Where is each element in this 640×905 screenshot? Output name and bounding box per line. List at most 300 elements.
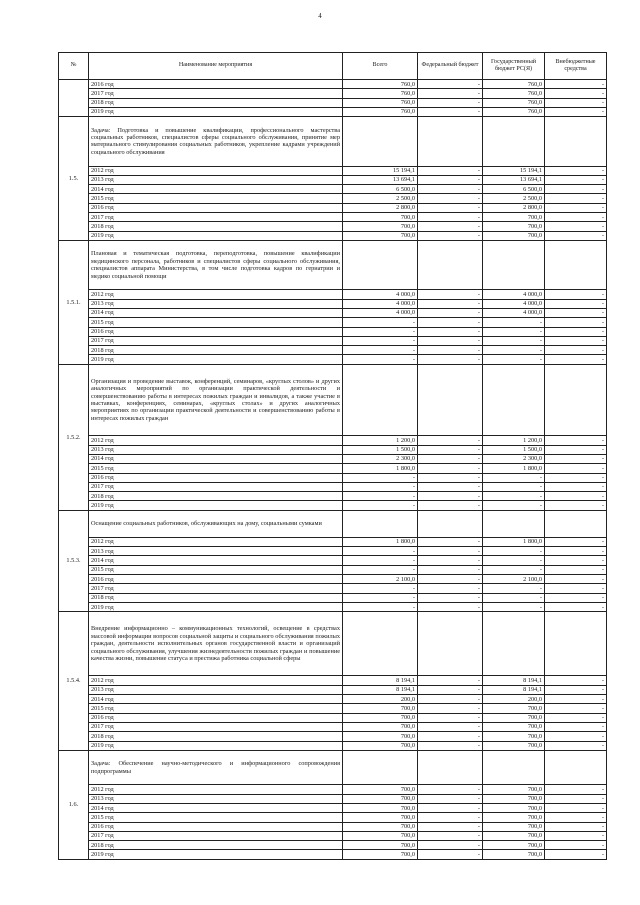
- year-label: 2014 год: [89, 556, 343, 565]
- extrabudgetary-value: -: [545, 695, 607, 704]
- empty-cell: [343, 117, 418, 166]
- year-label: 2019 год: [89, 355, 343, 364]
- table-body: [59, 80, 607, 860]
- total-value: -: [343, 346, 418, 355]
- year-label: 2014 год: [89, 185, 343, 194]
- federal-value: -: [418, 473, 483, 482]
- year-label: 2016 год: [89, 473, 343, 482]
- empty-cell: [418, 612, 483, 676]
- year-row: [59, 685, 607, 694]
- total-value: 700,0: [343, 850, 418, 859]
- year-row: [59, 222, 607, 231]
- year-row: [59, 602, 607, 611]
- regional-value: 2 500,0: [483, 194, 545, 203]
- extrabudgetary-value: -: [545, 98, 607, 107]
- federal-value: -: [418, 482, 483, 491]
- year-label: 2013 год: [89, 547, 343, 556]
- total-value: 4 000,0: [343, 299, 418, 308]
- year-label: 2016 год: [89, 203, 343, 212]
- year-label: 2018 год: [89, 593, 343, 602]
- regional-value: -: [483, 482, 545, 491]
- extrabudgetary-value: -: [545, 194, 607, 203]
- regional-value: 700,0: [483, 850, 545, 859]
- section-number: [59, 80, 89, 117]
- federal-value: -: [418, 537, 483, 546]
- total-value: 2 300,0: [343, 454, 418, 463]
- year-label: 2012 год: [89, 290, 343, 299]
- extrabudgetary-value: -: [545, 290, 607, 299]
- year-label: 2018 год: [89, 98, 343, 107]
- federal-value: -: [418, 308, 483, 317]
- regional-value: 700,0: [483, 231, 545, 240]
- year-row: [59, 575, 607, 584]
- activity-description: Оснащение социальных работников, обслуживающих на дому, социальными сумками: [89, 510, 343, 537]
- federal-value: -: [418, 436, 483, 445]
- task-row: [59, 750, 607, 785]
- year-label: 2015 год: [89, 813, 343, 822]
- total-value: 700,0: [343, 231, 418, 240]
- budget-table: [58, 52, 607, 860]
- federal-value: -: [418, 602, 483, 611]
- year-label: 2018 год: [89, 346, 343, 355]
- federal-value: -: [418, 850, 483, 859]
- total-value: 760,0: [343, 80, 418, 89]
- year-row: [59, 346, 607, 355]
- regional-value: -: [483, 565, 545, 574]
- total-value: 2 800,0: [343, 203, 418, 212]
- regional-value: 2 800,0: [483, 203, 545, 212]
- extrabudgetary-value: -: [545, 222, 607, 231]
- total-value: 700,0: [343, 732, 418, 741]
- total-value: 700,0: [343, 722, 418, 731]
- total-value: 700,0: [343, 785, 418, 794]
- extrabudgetary-value: -: [545, 464, 607, 473]
- extrabudgetary-value: -: [545, 537, 607, 546]
- year-label: 2017 год: [89, 482, 343, 491]
- year-row: [59, 794, 607, 803]
- budget-table-container: [58, 52, 607, 860]
- year-label: 2013 год: [89, 794, 343, 803]
- regional-value: 700,0: [483, 222, 545, 231]
- year-label: 2018 год: [89, 732, 343, 741]
- regional-value: -: [483, 346, 545, 355]
- total-value: 700,0: [343, 222, 418, 231]
- page-number: 4: [318, 12, 322, 20]
- extrabudgetary-value: -: [545, 327, 607, 336]
- year-label: 2016 год: [89, 327, 343, 336]
- year-label: 2013 год: [89, 445, 343, 454]
- total-value: 700,0: [343, 822, 418, 831]
- year-label: 2014 год: [89, 454, 343, 463]
- regional-value: 700,0: [483, 741, 545, 750]
- total-value: -: [343, 482, 418, 491]
- extrabudgetary-value: -: [545, 794, 607, 803]
- section-number: 1.5.: [59, 117, 89, 241]
- federal-value: -: [418, 685, 483, 694]
- header-total: Всего: [343, 53, 418, 80]
- regional-value: 700,0: [483, 732, 545, 741]
- year-label: 2017 год: [89, 722, 343, 731]
- header-number: №: [59, 53, 89, 80]
- federal-value: -: [418, 222, 483, 231]
- empty-cell: [343, 510, 418, 537]
- extrabudgetary-value: -: [545, 722, 607, 731]
- extrabudgetary-value: -: [545, 454, 607, 463]
- extrabudgetary-value: -: [545, 492, 607, 501]
- regional-value: -: [483, 547, 545, 556]
- extrabudgetary-value: -: [545, 175, 607, 184]
- total-value: 4 000,0: [343, 308, 418, 317]
- year-row: [59, 593, 607, 602]
- year-row: [59, 80, 607, 89]
- federal-value: -: [418, 290, 483, 299]
- regional-value: 4 000,0: [483, 299, 545, 308]
- regional-value: 1 800,0: [483, 464, 545, 473]
- activity-description: Задача: Обеспечение научно-методического и информационного сопровождения подпрограммы: [89, 750, 343, 785]
- federal-value: -: [418, 593, 483, 602]
- total-value: 8 194,1: [343, 685, 418, 694]
- header-extrabudgetary: Внебюджетные средства: [545, 53, 607, 80]
- total-value: 700,0: [343, 831, 418, 840]
- year-row: [59, 318, 607, 327]
- federal-value: -: [418, 89, 483, 98]
- year-row: [59, 98, 607, 107]
- regional-value: 700,0: [483, 831, 545, 840]
- year-row: [59, 704, 607, 713]
- total-value: 760,0: [343, 98, 418, 107]
- extrabudgetary-value: -: [545, 575, 607, 584]
- total-value: 4 000,0: [343, 290, 418, 299]
- year-row: [59, 473, 607, 482]
- extrabudgetary-value: -: [545, 804, 607, 813]
- empty-cell: [418, 510, 483, 537]
- regional-value: 4 000,0: [483, 290, 545, 299]
- extrabudgetary-value: -: [545, 602, 607, 611]
- regional-value: 700,0: [483, 813, 545, 822]
- total-value: -: [343, 473, 418, 482]
- year-label: 2015 год: [89, 704, 343, 713]
- header-activity-name: Наименование мероприятия: [89, 53, 343, 80]
- year-label: 2017 год: [89, 213, 343, 222]
- federal-value: -: [418, 107, 483, 116]
- year-label: 2015 год: [89, 194, 343, 203]
- regional-value: 2 300,0: [483, 454, 545, 463]
- empty-cell: [343, 750, 418, 785]
- year-label: 2013 год: [89, 299, 343, 308]
- extrabudgetary-value: -: [545, 308, 607, 317]
- year-row: [59, 89, 607, 98]
- regional-value: -: [483, 602, 545, 611]
- section-number: 1.5.1.: [59, 240, 89, 364]
- extrabudgetary-value: -: [545, 813, 607, 822]
- year-row: [59, 436, 607, 445]
- extrabudgetary-value: -: [545, 704, 607, 713]
- extrabudgetary-value: -: [545, 501, 607, 510]
- total-value: 15 194,1: [343, 166, 418, 175]
- regional-value: 1 800,0: [483, 537, 545, 546]
- task-row: [59, 240, 607, 289]
- year-label: 2016 год: [89, 713, 343, 722]
- extrabudgetary-value: -: [545, 299, 607, 308]
- year-label: 2018 год: [89, 222, 343, 231]
- regional-value: 700,0: [483, 722, 545, 731]
- activity-description: Плановая и тематическая подготовка, переподготовка, повышение квалификации медицинского персонала, работников и специалистов сферы социального обслуживания, специалистов аппарата Министерства, в том числе подготовка кадров по гериатрии и медико социальной помощи: [89, 240, 343, 289]
- regional-value: 200,0: [483, 695, 545, 704]
- year-row: [59, 501, 607, 510]
- year-row: [59, 492, 607, 501]
- federal-value: -: [418, 355, 483, 364]
- year-row: [59, 355, 607, 364]
- year-row: [59, 482, 607, 491]
- regional-value: 760,0: [483, 80, 545, 89]
- regional-value: 700,0: [483, 713, 545, 722]
- federal-value: -: [418, 213, 483, 222]
- federal-value: -: [418, 318, 483, 327]
- year-row: [59, 203, 607, 212]
- year-label: 2015 год: [89, 464, 343, 473]
- regional-value: 700,0: [483, 785, 545, 794]
- year-label: 2012 год: [89, 166, 343, 175]
- activity-description: Внедрение информационно – коммуникационных технологий, освещение в средствах массовой информации вопросов социальной защиты и социального обслуживания пожилых граждан, деятельности исполнительных органов государственной власти и организаций социального обслуживания, улучшения жизнедеятельности пожилых граждан и повышение качества жизни, повышение статуса и престижа работника социальной сферы: [89, 612, 343, 676]
- year-row: [59, 676, 607, 685]
- extrabudgetary-value: -: [545, 676, 607, 685]
- federal-value: -: [418, 732, 483, 741]
- year-label: 2017 год: [89, 831, 343, 840]
- extrabudgetary-value: -: [545, 547, 607, 556]
- total-value: -: [343, 602, 418, 611]
- year-row: [59, 732, 607, 741]
- total-value: -: [343, 327, 418, 336]
- federal-value: -: [418, 445, 483, 454]
- regional-value: 760,0: [483, 107, 545, 116]
- extrabudgetary-value: -: [545, 445, 607, 454]
- federal-value: -: [418, 203, 483, 212]
- federal-value: -: [418, 704, 483, 713]
- federal-value: -: [418, 565, 483, 574]
- extrabudgetary-value: -: [545, 850, 607, 859]
- year-row: [59, 308, 607, 317]
- year-row: [59, 804, 607, 813]
- total-value: 2 500,0: [343, 194, 418, 203]
- year-label: 2014 год: [89, 308, 343, 317]
- federal-value: -: [418, 794, 483, 803]
- section-number: 1.6.: [59, 750, 89, 859]
- year-label: 2018 год: [89, 492, 343, 501]
- total-value: 700,0: [343, 813, 418, 822]
- regional-value: -: [483, 336, 545, 345]
- year-label: 2019 год: [89, 602, 343, 611]
- federal-value: -: [418, 185, 483, 194]
- extrabudgetary-value: -: [545, 841, 607, 850]
- total-value: 700,0: [343, 713, 418, 722]
- regional-value: 700,0: [483, 704, 545, 713]
- total-value: -: [343, 565, 418, 574]
- extrabudgetary-value: -: [545, 565, 607, 574]
- header-federal-budget: Федеральный бюджет: [418, 53, 483, 80]
- regional-value: -: [483, 473, 545, 482]
- federal-value: -: [418, 492, 483, 501]
- section-number: 1.5.2.: [59, 364, 89, 510]
- federal-value: -: [418, 804, 483, 813]
- year-label: 2015 год: [89, 318, 343, 327]
- year-row: [59, 464, 607, 473]
- year-row: [59, 713, 607, 722]
- year-row: [59, 565, 607, 574]
- year-row: [59, 695, 607, 704]
- total-value: 700,0: [343, 741, 418, 750]
- regional-value: -: [483, 584, 545, 593]
- activity-description: Организация и проведение выставок, конференций, семинаров, «круглых столов» и других аналогичных мероприятий по организации практической деятельности и совершенствованию работы в интересах пожилых граждан и инвалидов, а также участие в выставках, конференциях, семинарах, «круглых столах» и других аналогичных мероприятиях по организации практической деятельности и совершенствованию работы в интересах пожилых граждан: [89, 364, 343, 436]
- year-label: 2013 год: [89, 685, 343, 694]
- year-row: [59, 299, 607, 308]
- task-row: [59, 364, 607, 436]
- regional-value: 1 500,0: [483, 445, 545, 454]
- header-regional-budget: Государственный бюджет РС(Я): [483, 53, 545, 80]
- year-row: [59, 785, 607, 794]
- year-row: [59, 850, 607, 859]
- extrabudgetary-value: -: [545, 732, 607, 741]
- regional-value: 1 200,0: [483, 436, 545, 445]
- year-label: 2015 год: [89, 565, 343, 574]
- year-row: [59, 454, 607, 463]
- federal-value: -: [418, 175, 483, 184]
- empty-cell: [545, 612, 607, 676]
- federal-value: -: [418, 575, 483, 584]
- total-value: 700,0: [343, 213, 418, 222]
- empty-cell: [343, 240, 418, 289]
- regional-value: -: [483, 318, 545, 327]
- federal-value: -: [418, 98, 483, 107]
- empty-cell: [343, 364, 418, 436]
- year-label: 2017 год: [89, 336, 343, 345]
- total-value: -: [343, 492, 418, 501]
- year-row: [59, 822, 607, 831]
- section-number: 1.5.3.: [59, 510, 89, 612]
- empty-cell: [418, 117, 483, 166]
- federal-value: -: [418, 841, 483, 850]
- empty-cell: [545, 364, 607, 436]
- federal-value: -: [418, 327, 483, 336]
- year-row: [59, 556, 607, 565]
- extrabudgetary-value: -: [545, 346, 607, 355]
- total-value: 200,0: [343, 695, 418, 704]
- empty-cell: [343, 612, 418, 676]
- total-value: -: [343, 355, 418, 364]
- total-value: 700,0: [343, 794, 418, 803]
- empty-cell: [483, 510, 545, 537]
- regional-value: 760,0: [483, 98, 545, 107]
- section-number: 1.5.4.: [59, 612, 89, 751]
- empty-cell: [418, 240, 483, 289]
- federal-value: -: [418, 556, 483, 565]
- federal-value: -: [418, 194, 483, 203]
- year-row: [59, 537, 607, 546]
- federal-value: -: [418, 464, 483, 473]
- regional-value: 8 194,1: [483, 676, 545, 685]
- year-label: 2019 год: [89, 741, 343, 750]
- year-row: [59, 166, 607, 175]
- empty-cell: [545, 240, 607, 289]
- year-row: [59, 445, 607, 454]
- total-value: 760,0: [343, 107, 418, 116]
- regional-value: -: [483, 327, 545, 336]
- empty-cell: [418, 364, 483, 436]
- total-value: -: [343, 318, 418, 327]
- federal-value: -: [418, 722, 483, 731]
- total-value: 760,0: [343, 89, 418, 98]
- year-label: 2017 год: [89, 584, 343, 593]
- empty-cell: [483, 750, 545, 785]
- federal-value: -: [418, 299, 483, 308]
- extrabudgetary-value: -: [545, 336, 607, 345]
- extrabudgetary-value: -: [545, 584, 607, 593]
- extrabudgetary-value: -: [545, 107, 607, 116]
- regional-value: 8 194,1: [483, 685, 545, 694]
- total-value: 1 800,0: [343, 464, 418, 473]
- year-label: 2016 год: [89, 575, 343, 584]
- federal-value: -: [418, 547, 483, 556]
- regional-value: 760,0: [483, 89, 545, 98]
- total-value: 8 194,1: [343, 676, 418, 685]
- total-value: -: [343, 501, 418, 510]
- total-value: -: [343, 547, 418, 556]
- extrabudgetary-value: -: [545, 89, 607, 98]
- empty-cell: [483, 612, 545, 676]
- year-label: 2016 год: [89, 822, 343, 831]
- extrabudgetary-value: -: [545, 473, 607, 482]
- regional-value: -: [483, 501, 545, 510]
- total-value: 1 200,0: [343, 436, 418, 445]
- extrabudgetary-value: -: [545, 436, 607, 445]
- regional-value: 700,0: [483, 794, 545, 803]
- task-row: [59, 612, 607, 676]
- year-label: 2012 год: [89, 676, 343, 685]
- extrabudgetary-value: -: [545, 685, 607, 694]
- year-label: 2014 год: [89, 804, 343, 813]
- federal-value: -: [418, 813, 483, 822]
- total-value: 700,0: [343, 704, 418, 713]
- extrabudgetary-value: -: [545, 80, 607, 89]
- federal-value: -: [418, 713, 483, 722]
- total-value: 700,0: [343, 804, 418, 813]
- regional-value: 700,0: [483, 804, 545, 813]
- year-row: [59, 327, 607, 336]
- regional-value: 700,0: [483, 213, 545, 222]
- empty-cell: [483, 240, 545, 289]
- total-value: 6 500,0: [343, 185, 418, 194]
- year-row: [59, 185, 607, 194]
- year-row: [59, 741, 607, 750]
- federal-value: -: [418, 336, 483, 345]
- extrabudgetary-value: -: [545, 593, 607, 602]
- regional-value: -: [483, 355, 545, 364]
- year-label: 2012 год: [89, 436, 343, 445]
- total-value: 2 100,0: [343, 575, 418, 584]
- total-value: 1 800,0: [343, 537, 418, 546]
- federal-value: -: [418, 231, 483, 240]
- total-value: -: [343, 584, 418, 593]
- year-row: [59, 547, 607, 556]
- extrabudgetary-value: -: [545, 213, 607, 222]
- empty-cell: [545, 117, 607, 166]
- regional-value: 700,0: [483, 841, 545, 850]
- year-label: 2012 год: [89, 785, 343, 794]
- year-row: [59, 831, 607, 840]
- empty-cell: [483, 364, 545, 436]
- table-header-row: [59, 53, 607, 80]
- regional-value: -: [483, 593, 545, 602]
- extrabudgetary-value: -: [545, 318, 607, 327]
